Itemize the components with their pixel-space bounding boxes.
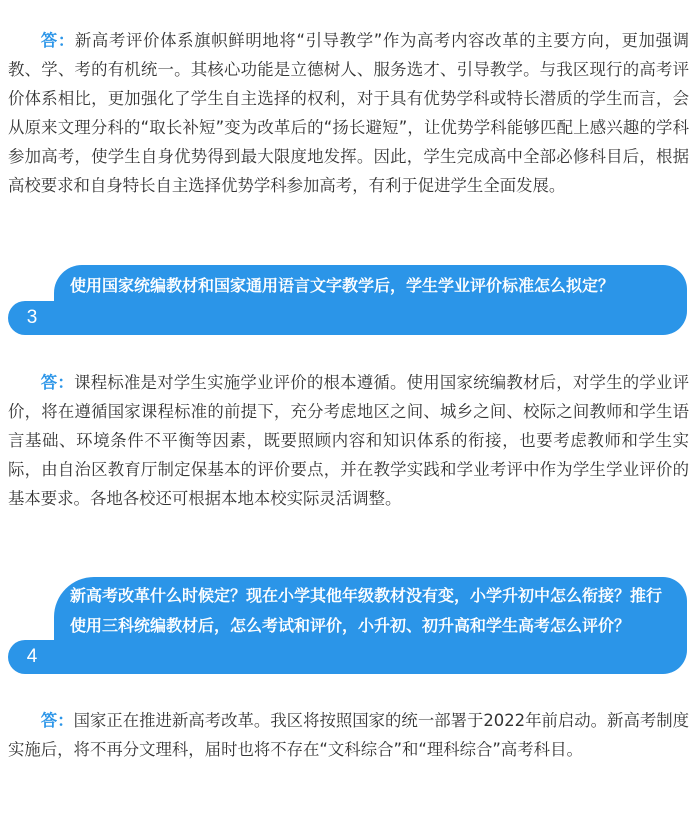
answer-label: 答： [40, 711, 74, 730]
answer-paragraph-3 [8, 368, 689, 513]
question-block-3 [8, 265, 687, 335]
answer-paragraph-1 [8, 26, 689, 200]
question-number: 3 [26, 307, 38, 328]
answer-paragraph-4 [8, 706, 689, 764]
answer-text: 国家正在推进新高考改革。我区将按照国家的统一部署于2022年前启动。新高考制度实施后，将不再分文理科，届时也将不存在“文科综合”和“理科综合”高考科目。 [8, 711, 690, 759]
answer-text: 课程标准是对学生实施学业评价的根本遵循。使用国家统编教材后，对学生的学业评价，将在遵循国家课程标准的前提下，充分考虑地区之间、城乡之间、校际之间教师和学生语言基础、环境条件不平衡等因素，既要照顾内容和知识体系的衔接，也要考虑教师和学生实际，由自治区教育厅制定保基本的评价要点，并在教学实践和学业考评中作为学生学业评价的基本要求。各地各校还可根据本地本校实际灵活调整。 [8, 373, 690, 508]
question-block-4 [8, 577, 687, 674]
answer-text: 新高考评价体系旗帜鲜明地将“引导教学”作为高考内容改革的主要方向，更加强调教、学、考的有机统一。其核心功能是立德树人、服务选才、引导教学。与我区现行的高考评价体系相比，更加强化了学生自主选择的权利，对于具有优势学科或特长潜质的学生而言，会从原来文理分科的“取长补短”变为改革后的“扬长避短”，让优势学科能够匹配上感兴趣的学科参加高考，使学生自身优势得到最大限度地发挥。因此，学生完成高中全部必修科目后，根据高校要求和自身特长自主选择优势学科参加高考，有利于促进学生全面发展。 [8, 31, 690, 195]
question-text: 新高考改革什么时候定？现在小学其他年级教材没有变，小学升初中怎么衔接？推行使用三科统编教材后，怎么考试和评价，小升初、初升高和学生高考怎么评价？ [70, 586, 663, 635]
question-number: 4 [26, 646, 38, 667]
answer-label: 答： [40, 31, 75, 50]
answer-label: 答： [40, 373, 75, 392]
question-text: 使用国家统编教材和国家通用语言文字教学后，学生学业评价标准怎么拟定？ [70, 276, 615, 295]
